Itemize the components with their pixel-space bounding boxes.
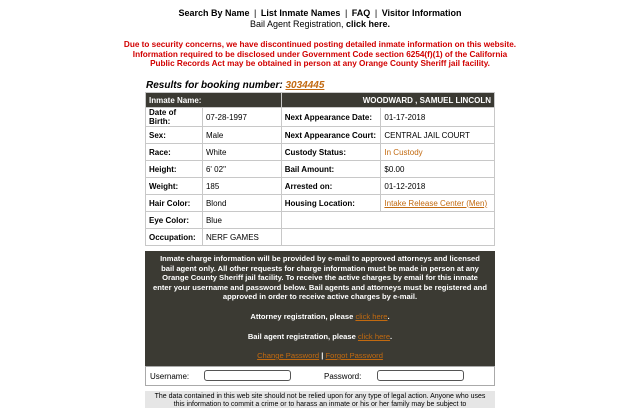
charge-info-text: Inmate charge information will be provided by e-mail to approved attorneys and licensed bail agent only. All other requests for charge information must be made in person at any Orange County Sheriff jail facility. To receive the active charges by email for this inmate enter your username and password below. Bail agents and attorneys must be registered and approved in order to receive active charges by e-mail. [153,254,487,302]
password-links [145,351,495,361]
eye-color-value: Blue [202,212,281,229]
bail-agent-registration-text-2: Bail agent registration, please [247,332,358,341]
password-links-separator: | [321,351,324,360]
list-inmate-names-link[interactable]: List Inmate Names [260,8,341,18]
table-row [146,178,495,195]
login-row [145,366,495,386]
results-heading [146,80,324,91]
next-appearance-date-label: Next Appearance Date: [281,108,381,127]
table-row [146,229,495,246]
charge-info-box [145,251,495,366]
password-input[interactable] [377,370,464,381]
visitor-information-link[interactable]: Visitor Information [381,8,462,18]
forgot-password-link[interactable]: Forgot Password [325,351,383,360]
arrested-on-label: Arrested on: [281,178,381,195]
inmate-name-label: Inmate Name: [146,93,282,108]
custody-status-value: In Custody [381,144,495,161]
occupation-value: NERF GAMES [202,229,281,246]
nav-separator: | [374,8,378,18]
security-warning: Due to security concerns, we have discontinued posting detailed inmate information on this website. Information required to be disclosed under Government Code section 6254(f)(1) of the California Public Records Act may be obtained in person at any Orange County Sheriff jail facility. [123,40,517,68]
eye-color-label: Eye Color: [146,212,203,229]
attorney-registration-period: . [387,312,390,321]
inmate-name: WOODWARD , SAMUEL LINCOLN [281,93,494,108]
top-navigation [0,8,640,18]
booking-number-link[interactable]: 3034445 [285,80,325,91]
nav-separator: | [254,8,257,18]
height-value: 6' 02" [202,161,281,178]
dob-value: 07-28-1997 [202,108,281,127]
bail-agent-registration-period: . [390,332,393,341]
nav-separator: | [344,8,348,18]
weight-label: Weight: [146,178,203,195]
bail-agent-registration-link[interactable]: click here. [346,19,391,29]
housing-location-link[interactable]: Intake Release Center (Men) [381,195,495,212]
legal-disclaimer: The data contained in this web site should not be relied upon for any type of legal action. Anyone who uses this information to commit a crime or to harass an inmate or his or her family may be subject to [145,391,495,408]
table-row [146,195,495,212]
custody-status-label: Custody Status: [281,144,381,161]
attorney-registration-link[interactable]: click here [355,312,388,321]
bail-agent-registration-link-2[interactable]: click here [357,332,391,341]
empty-cell [281,229,494,246]
next-appearance-court-value: CENTRAL JAIL COURT [381,127,495,144]
search-by-name-link[interactable]: Search By Name [178,8,250,18]
race-value: White [202,144,281,161]
table-row [146,212,495,229]
change-password-link[interactable]: Change Password [257,351,320,360]
next-appearance-court-label: Next Appearance Court: [281,127,381,144]
bail-agent-registration-line [0,19,640,29]
table-row [146,108,495,127]
hair-color-value: Blond [202,195,281,212]
faq-link[interactable]: FAQ [351,8,371,18]
table-row [146,161,495,178]
next-appearance-date-value: 01-17-2018 [381,108,495,127]
sex-label: Sex: [146,127,203,144]
results-label: Results for booking number: [146,80,286,91]
username-input[interactable] [204,370,291,381]
inmate-info-table [145,92,495,246]
empty-cell [281,212,494,229]
password-label: Password: [324,372,362,381]
weight-value: 185 [202,178,281,195]
occupation-label: Occupation: [146,229,203,246]
bail-agent-registration-line-2 [145,332,495,342]
attorney-registration-text: Attorney registration, please [250,312,356,321]
sex-value: Male [202,127,281,144]
race-label: Race: [146,144,203,161]
hair-color-label: Hair Color: [146,195,203,212]
username-label: Username: [150,372,190,381]
housing-location-label: Housing Location: [281,195,381,212]
bail-agent-registration-text: Bail Agent Registration, [249,19,347,29]
table-row [146,127,495,144]
bail-amount-value: $0.00 [381,161,495,178]
dob-label: Date of Birth: [146,108,203,127]
height-label: Height: [146,161,203,178]
bail-amount-label: Bail Amount: [281,161,381,178]
attorney-registration-line [145,312,495,322]
inmate-name-row [146,93,495,108]
table-row [146,144,495,161]
arrested-on-value: 01-12-2018 [381,178,495,195]
